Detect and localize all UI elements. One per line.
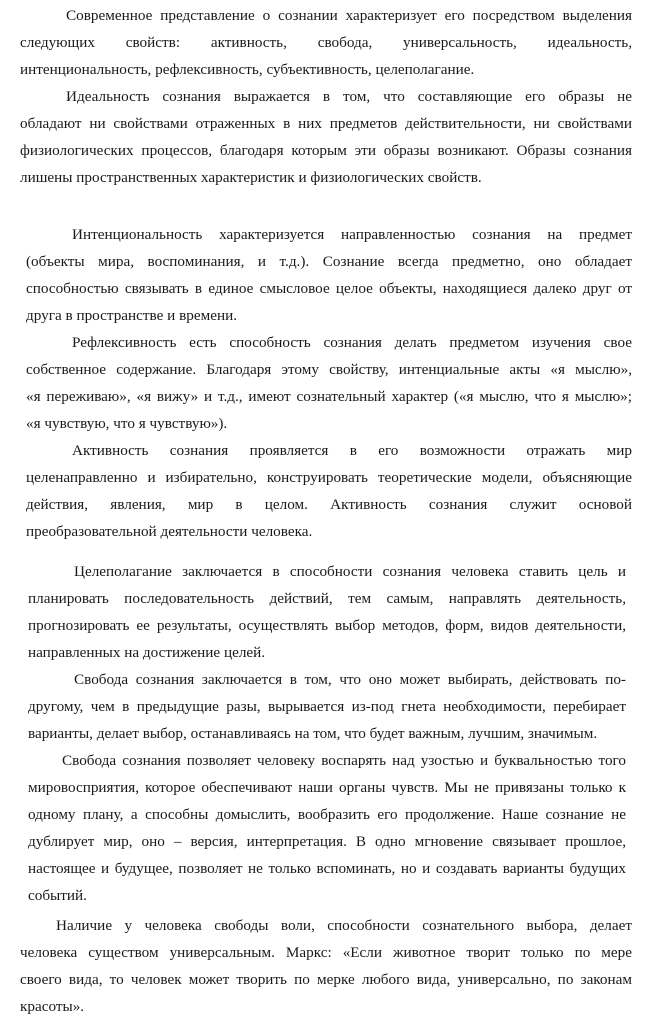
text-line: настоящее и будущее, позволяет не только вспоминать, но и создавать варианты будущих — [28, 860, 626, 877]
text-line: Целеполагание заключается в способности сознания человека ставить цель и — [74, 563, 626, 580]
text-line: Современное представление о сознании характеризует его посредством выделения — [66, 7, 632, 24]
text-line: «я чувствую, что я чувствую»). — [26, 415, 228, 432]
text-line: событий. — [28, 887, 87, 904]
text-line: собственное содержание. Благодаря этому свойству, интенциальные акты «я мыслю», — [26, 361, 632, 378]
text-line: Интенциональность характеризуется направленностью сознания на предмет — [72, 226, 632, 243]
text-line: мировосприятия, которое обеспечивают наши органы чувств. Мы не привязаны только к — [28, 779, 626, 796]
text-line: Активность сознания проявляется в его возможности отражать мир — [72, 442, 632, 459]
paragraph-consciousness-properties — [20, 2, 632, 83]
text-line: (объекты мира, воспоминания, и т.д.). Сознание всегда предметно, оно обладает — [26, 253, 632, 270]
text-line: Свобода сознания позволяет человеку воспарять над узостью и буквальностью того — [62, 752, 626, 769]
text-line: прогнозировать ее результаты, осуществлять выбор методов, форм, видов деятельности, — [28, 617, 626, 634]
paragraph-activity — [26, 437, 632, 545]
text-line: следующих свойств: активность, свобода, универсальность, идеальность, — [20, 34, 632, 51]
text-line: другому, чем в предыдущие разы, вырывается из-под гнета необходимости, перебирает — [28, 698, 626, 715]
paragraph-ideality — [20, 83, 632, 191]
text-line: друга в пространстве и времени. — [26, 307, 238, 324]
text-line: планировать последовательность действий, тем самым, направлять деятельность, — [28, 590, 626, 607]
text-line: Наличие у человека свободы воли, способности сознательного выбора, делает — [56, 917, 632, 934]
text-line: лишены пространственных характеристик и физиологических свойств. — [20, 169, 482, 186]
text-line: способностью связывать в единое смысловое целое объекты, находящиеся далеко друг от — [26, 280, 632, 297]
paragraph-universality — [20, 912, 632, 1020]
paragraph-reflexivity — [26, 329, 632, 437]
paragraph-freedom — [28, 666, 626, 747]
text-line: целенаправленно и избирательно, конструировать теоретические модели, объясняющие — [26, 469, 632, 486]
text-line: обладают ни свойствами отраженных в них предметов действительности, ни свойствами — [20, 115, 632, 132]
text-line: физиологических процессов, благодаря которым эти образы возникают. Образы сознания — [20, 142, 632, 159]
text-line: красоты». — [20, 998, 85, 1015]
text-line: направленных на достижение целей. — [28, 644, 266, 661]
paragraph-intentionality — [26, 221, 632, 329]
text-line: Идеальность сознания выражается в том, что составляющие его образы не — [66, 88, 632, 105]
paragraph-goal-setting — [28, 558, 626, 666]
text-line: Свобода сознания заключается в том, что оно может выбирать, действовать по- — [74, 671, 626, 688]
text-line: интенциональность, рефлексивность, субъективность, целеполагание. — [20, 61, 475, 78]
text-line: действия, явления, мир в целом. Активность сознания служит основой — [26, 496, 632, 513]
text-line: человека существом универсальным. Маркс: «Если животное творит только по мере — [20, 944, 632, 961]
text-line: своего вида, то человек может творить по мерке любого вида, универсально, по законам — [20, 971, 632, 988]
text-line: варианты, делает выбор, останавливаясь на том, что будет важным, лучшим, значимым. — [28, 725, 598, 742]
text-line: преобразовательной деятельности человека. — [26, 523, 313, 540]
text-line: дублирует мир, оно – версия, интерпретация. В одно мгновение связывает прошлое, — [28, 833, 626, 850]
text-line: одному плану, а способны домыслить, вообразить его продолжение. Наше сознание не — [28, 806, 626, 823]
paragraph-freedom-perception — [28, 747, 626, 909]
text-line: «я переживаю», «я вижу» и т.д., имеют сознательный характер («я мыслю, что я мыслю»; — [26, 388, 632, 405]
text-line: Рефлексивность есть способность сознания делать предметом изучения свое — [72, 334, 632, 351]
